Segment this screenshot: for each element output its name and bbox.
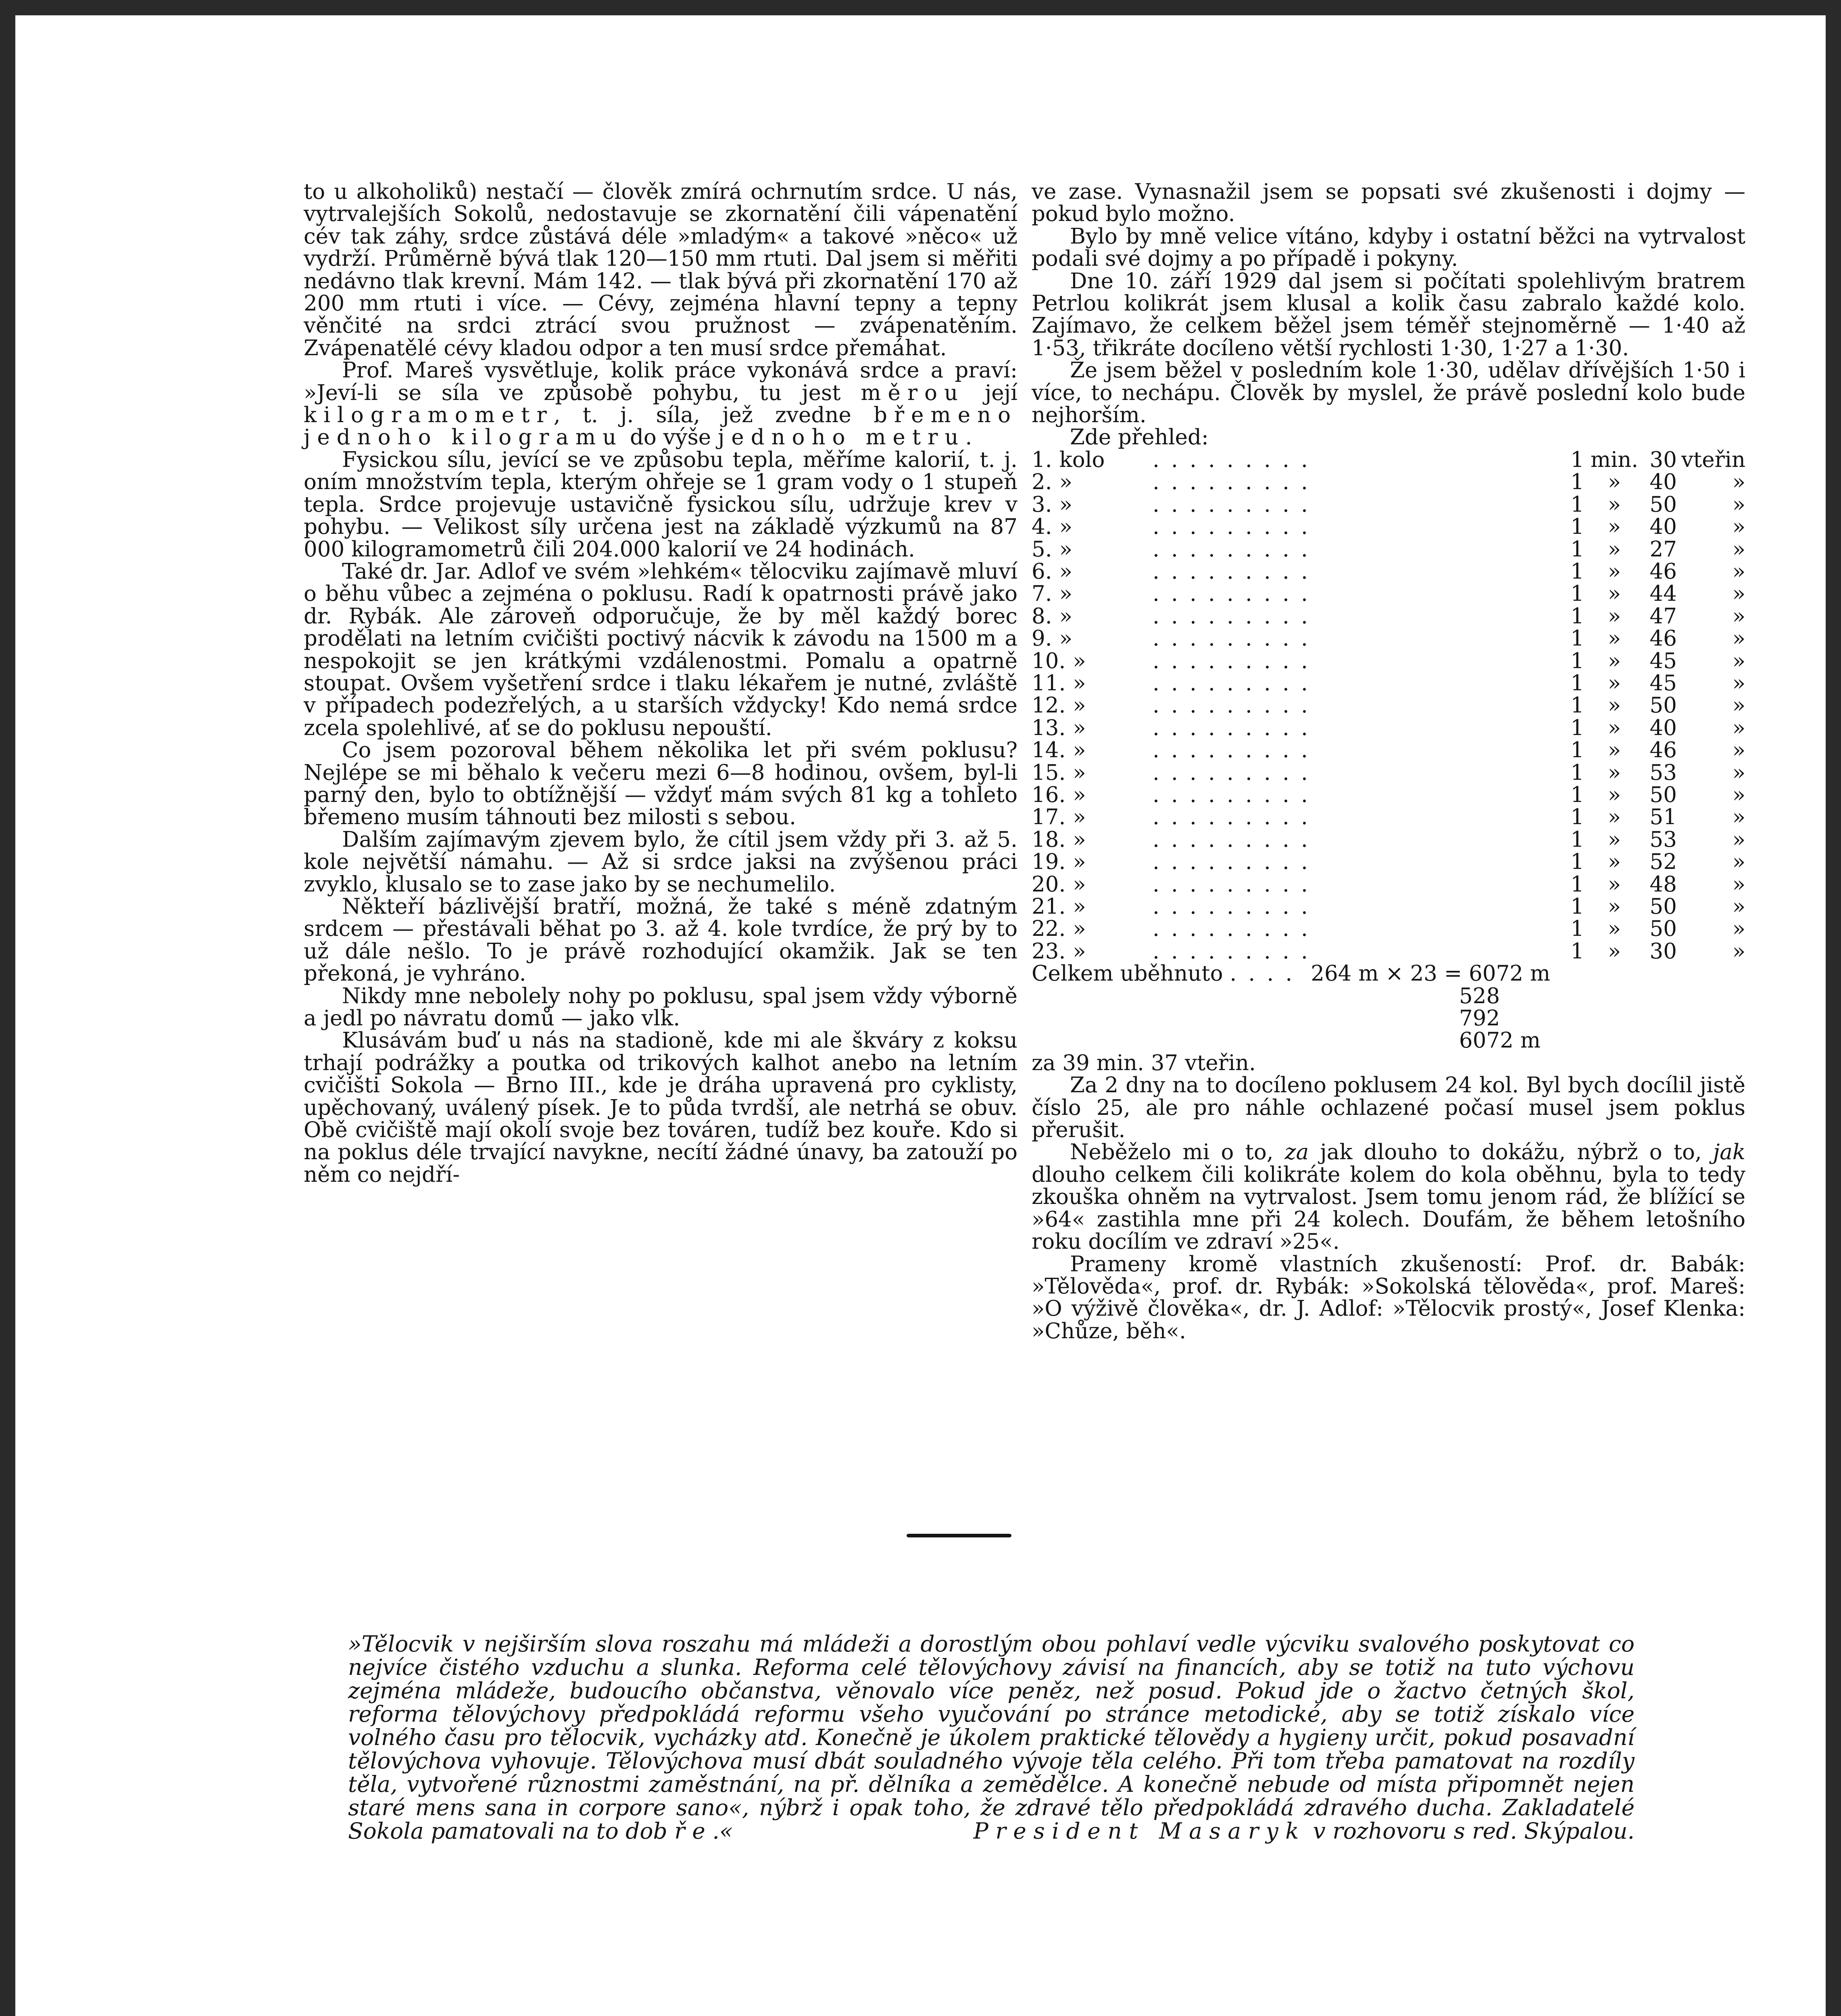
lap-seconds: 27 [1649, 537, 1677, 562]
lap-minutes: 1 [1570, 760, 1584, 785]
lap-seconds: 47 [1649, 604, 1677, 629]
unit-sec: » [1732, 470, 1745, 495]
ditto-mark: » [1073, 738, 1086, 763]
lap-seconds: 40 [1649, 470, 1677, 495]
leader-dots: ......... [1153, 538, 1320, 560]
lap-minutes: 1 [1570, 850, 1584, 875]
lap-label [1032, 650, 1153, 672]
lap-seconds: 40 [1649, 715, 1677, 740]
lap-minutes: 1 [1570, 693, 1584, 718]
text-run: Prof. Mareš vysvětluje, kolik práce vykonává srdce a praví: »Jeví-li se síla ve způsobě pohybu, tu jest [304, 358, 1017, 405]
lap-label [1032, 538, 1153, 560]
section-divider [907, 1534, 1011, 1537]
unit-sec: » [1732, 693, 1745, 718]
ditto-mark: » [1073, 805, 1086, 830]
leader-dots: ......... [1153, 739, 1320, 762]
text-run: do výše [623, 425, 718, 450]
unit-sec: » [1732, 872, 1745, 897]
lap-row [1032, 829, 1745, 851]
total-row [1032, 962, 1745, 985]
leader-dots: ......... [1153, 605, 1320, 628]
leader-dots: ......... [1153, 761, 1320, 784]
ditto-mark: » [1073, 827, 1086, 852]
lap-label [1032, 717, 1153, 739]
unit-sec: » [1732, 782, 1745, 807]
paragraph: Prameny kromě vlastních zkušeností: Prof. dr. Babák: »Tělověda«, prof. dr. Rybák: »Sokolská tělověda«, prof. Mareš: »O výživě člověka«, dr. J. Adlof: »Tělocvik prostý«, Josef Klenka: »Chůze, běh«. [1032, 1252, 1745, 1343]
paragraph: Někteří bázlivější bratří, možná, že také s méně zdatným srdcem — přestávali běhat po 3. až 4. kole tvrdíce, že prý by to už dále nešlo. To je právě rozhodující okamžik. Jak se ten překoná, je vyhráno. [304, 894, 1017, 986]
spaced-term: kilogramometr [304, 403, 554, 428]
lap-number: 22. [1032, 916, 1066, 941]
lap-number: 12. [1032, 693, 1066, 718]
lap-number: 19. [1032, 850, 1066, 875]
lap-seconds: 53 [1649, 760, 1677, 785]
lap-label [1032, 896, 1153, 918]
ditto-mark: » [1059, 581, 1073, 606]
ditto-mark: » [1073, 715, 1086, 740]
attribution-name: President Masaryk [973, 1818, 1306, 1844]
lap-seconds: 51 [1649, 805, 1677, 830]
lap-label [1032, 494, 1153, 516]
leader-dots: ......... [1153, 471, 1320, 494]
lap-number: 13. [1032, 715, 1066, 740]
lap-number: 7. [1032, 581, 1052, 606]
leader-dots: ......... [1153, 627, 1320, 650]
quote-end-tail: .« [712, 1818, 733, 1844]
unit-min: » [1607, 537, 1621, 562]
lap-minutes: 1 [1570, 872, 1584, 897]
unit-sec: » [1732, 626, 1745, 651]
lap-number: 21. [1032, 894, 1066, 919]
paragraph: Bylo by mně velice vítáno, kdyby i ostatní běžci na vytrvalost podali své dojmy a po případě i pokyny. [1032, 224, 1745, 271]
ditto-mark: » [1059, 559, 1073, 584]
unit-sec: vteřin [1681, 447, 1745, 472]
attribution-tail: v rozhovoru s red. Skýpalou. [1306, 1818, 1635, 1844]
calc-line: 6072 m [1459, 1028, 1541, 1053]
unit-min: » [1607, 916, 1621, 941]
lap-minutes: 1 [1570, 470, 1584, 495]
paragraph: za 39 min. 37 vteřin. [1032, 1050, 1256, 1075]
quote-end-spaced: bře [653, 1818, 713, 1844]
unit-sec: » [1732, 805, 1745, 830]
lap-seconds: 45 [1649, 671, 1677, 696]
unit-sec: » [1732, 559, 1745, 584]
lap-times-body [1032, 449, 1745, 962]
leader-dots: ......... [1153, 672, 1320, 695]
lap-label [1032, 918, 1153, 940]
lap-number: 16. [1032, 782, 1066, 807]
quote-text: »Tělocvik v nejširším slova roszahu má mládeži a dorostlým obou pohlaví vedle výcviku svalového poskytovat co nejvíce čistého vzduchu a slunka. Reforma celé tělovýchovy závisí na financích, aby se totiž na tuto výchovu zejména mládeže, budoucího občanstva, věnovalo více peněz, než posud. Pokud jde o žactvo četných škol, reforma tělovýchovy předpokládá reformu všeho vyučování po stránce metodické, aby se totiž získalo více volného času pro tělocvik, vycházky atd. Konečně je úkolem praktické tělovědy a hygieny určit, pokud posavadní tělovýchova vyhovuje. Tělovýchova musí dbát souladného vývoje těla celého. Při tom třeba pamatovat na rozdíly těla, vytvořené různostmi zaměstnání, na př. dělníka a zemědělce. A konečně nebude od místa připomnět nejen staré mens sana in corpore sano«, nýbrž i opak toho, že zdravé tělo předpokládá zdravého ducha. Zakladatelé Sokola pamatovali na to do [348, 1631, 1635, 1844]
lap-row [1032, 449, 1745, 471]
lap-number: 11. [1032, 671, 1066, 696]
paragraph: Co jsem pozoroval během několika let při svém poklusu? Nejlépe se mi běhalo k večeru mezi 6—8 hodinou, ovšem, byl-li parný den, bylo to obtížnější — vždyť mám svých 81 kg a tohleto břemeno musím táhnouti bez milosti s sebou. [304, 738, 1017, 830]
text-run: její [965, 380, 1017, 405]
unit-sec: » [1732, 827, 1745, 852]
lap-label [1032, 583, 1153, 605]
lap-minutes: 1 [1570, 939, 1584, 964]
lap-number: 5. [1032, 537, 1052, 562]
lap-minutes: 1 [1570, 581, 1584, 606]
lap-minutes: 1 [1570, 715, 1584, 740]
paragraph: Zde přehled: [1070, 425, 1209, 450]
lap-label [1032, 605, 1153, 627]
leader-dots: ......... [1153, 851, 1320, 873]
lap-number: 20. [1032, 872, 1066, 897]
unit-min: » [1607, 850, 1621, 875]
ditto-mark: » [1059, 537, 1073, 562]
lap-row [1032, 784, 1745, 806]
lap-number: 8. [1032, 604, 1052, 629]
ditto-mark: » [1059, 492, 1073, 517]
ditto-mark: » [1073, 872, 1086, 897]
text-run: jak dlouho to dokážu, nýbrž o to, [1309, 1140, 1713, 1165]
lap-row [1032, 471, 1745, 493]
lap-minutes: 1 [1570, 604, 1584, 629]
ditto-mark: » [1059, 470, 1073, 495]
lap-row [1032, 560, 1745, 583]
ditto-mark: » [1073, 782, 1086, 807]
lap-row [1032, 896, 1745, 918]
unit-min: » [1607, 805, 1621, 830]
text-run: , t. j. síla, jež zvedne [553, 403, 874, 428]
lap-minutes: 1 [1570, 671, 1584, 696]
lap-minutes: 1 [1570, 559, 1584, 584]
unit-sec: » [1732, 581, 1745, 606]
paragraph: Klusávám buď u nás na stadioně, kde mi ale škváry z koksu trhají podrážky a poutka od trikových kalhot anebo na letním cvičišti Sokola — Brno III., kde je dráha upravená pro cyklisty, upěchovaný, uválený písek. Je to půda tvrdší, ale netrhá se obuv. Obě cvičiště mají okolí svoje bez továren, tudíž bez kouře. Kdo si na poklus déle trvající navykne, necítí žádné únavy, ba zatouží po něm co nejdří- [304, 1028, 1017, 1187]
leader-dots: ......... [1153, 694, 1320, 717]
leader-dots: ......... [1153, 918, 1320, 940]
leader-dots: ......... [1153, 448, 1320, 471]
unit-sec: » [1732, 648, 1745, 673]
unit-min: » [1607, 894, 1621, 919]
ditto-mark: » [1073, 693, 1086, 718]
emphasis: jak [1713, 1140, 1745, 1165]
leader-dots: ......... [1153, 650, 1320, 672]
lap-seconds: 46 [1649, 626, 1677, 651]
lap-seconds: 48 [1649, 872, 1677, 897]
unit-min: » [1607, 738, 1621, 763]
unit-min: » [1607, 671, 1621, 696]
lap-number: 14. [1032, 738, 1066, 763]
lap-minutes: 1 [1570, 916, 1584, 941]
leader-dots: ......... [1153, 716, 1320, 739]
unit-sec: » [1732, 850, 1745, 875]
paragraph: Nikdy mne nebolely nohy po poklusu, spal jsem vždy výborně a jedl po návratu domů — jako vlk. [304, 983, 1017, 1031]
ditto-mark: » [1059, 514, 1073, 539]
unit-sec: » [1732, 537, 1745, 562]
lap-label [1032, 672, 1153, 694]
lap-seconds: 50 [1649, 492, 1677, 517]
calc-line: 792 [1459, 1006, 1500, 1031]
lap-label [1032, 449, 1153, 471]
lap-minutes: 1 [1570, 514, 1584, 539]
text-run: . [965, 425, 972, 450]
text-run: Neběželo mi o to, [1070, 1140, 1285, 1165]
lap-row [1032, 605, 1745, 627]
unit-min: » [1607, 715, 1621, 740]
lap-row [1032, 516, 1745, 538]
unit-sec: » [1732, 916, 1745, 941]
lap-seconds: 52 [1649, 850, 1677, 875]
unit-sec: » [1732, 894, 1745, 919]
masaryk-quote [348, 1632, 1635, 1843]
lap-number: 4. [1032, 514, 1052, 539]
lap-label [1032, 560, 1153, 583]
lap-number: 10. [1032, 648, 1066, 673]
total-dots: .... [1230, 961, 1304, 986]
lap-row [1032, 694, 1745, 716]
calc-line: 528 [1459, 983, 1500, 1008]
ditto-mark: » [1073, 916, 1086, 941]
lap-row [1032, 851, 1745, 873]
lap-minutes: 1 [1570, 738, 1584, 763]
lap-row [1032, 627, 1745, 650]
leader-dots: ......... [1153, 940, 1320, 963]
lap-seconds: 40 [1649, 514, 1677, 539]
lap-word: kolo [1059, 447, 1105, 472]
unit-min: » [1607, 581, 1621, 606]
unit-min: » [1607, 939, 1621, 964]
lap-label [1032, 694, 1153, 716]
leader-dots: ......... [1153, 560, 1320, 583]
lap-row [1032, 494, 1745, 516]
ditto-mark: » [1073, 648, 1086, 673]
leader-dots: ......... [1153, 493, 1320, 516]
paragraph: Také dr. Jar. Adlof ve svém »lehkém« tělocviku zajímavě mluví o běhu vůbec a zejména o poklusu. Radí k opatrnosti právě jako dr. Rybák. Ale zároveň odporučuje, že by měl každý borec prodělati na letním cvičišti poctivý nácvik k závodu na 1500 m a nespokojit se jen krátkými vzdálenostmi. Pomalu a opatrně stoupat. Ovšem vyšetření srdce i tlaku lékařem je nutné, zvláště v případech podezřelých, a u starších vždycky! Kdo nemá srdce zcela spolehlivé, ať se do poklusu nepouští. [304, 559, 1017, 740]
unit-min: » [1607, 514, 1621, 539]
text-run: dlouho celkem čili kolikráte kolem do kola oběhnu, byla to tedy zkouška ohněm na vytrvalost. Jsem tomu jenom rád, že blížící se »64« zastihla mne při 24 kolech. Doufám, že během letošního roku docílím ve zdraví »25«. [1032, 1162, 1745, 1254]
lap-number: 15. [1032, 760, 1066, 785]
lap-times-table [1032, 449, 1745, 962]
lap-row [1032, 739, 1745, 761]
unit-min: » [1607, 872, 1621, 897]
lap-label [1032, 829, 1153, 851]
lap-seconds: 30 [1649, 447, 1677, 472]
lap-minutes: 1 [1570, 894, 1584, 919]
lap-label [1032, 516, 1153, 538]
unit-min: » [1607, 559, 1621, 584]
page [15, 15, 1826, 2016]
unit-min: » [1607, 470, 1621, 495]
ditto-mark: » [1073, 850, 1086, 875]
unit-sec: » [1732, 492, 1745, 517]
lap-label [1032, 806, 1153, 828]
lap-row [1032, 672, 1745, 694]
emphasis: za [1284, 1140, 1309, 1165]
leader-dots: ......... [1153, 806, 1320, 829]
unit-min: » [1607, 827, 1621, 852]
lap-number: 18. [1032, 827, 1066, 852]
spaced-term: měrou [861, 380, 965, 405]
paragraph [1032, 1141, 1745, 1253]
lap-minutes: 1 [1570, 648, 1584, 673]
leader-dots: ......... [1153, 783, 1320, 806]
ditto-mark: » [1073, 894, 1086, 919]
spaced-term: břemeno jednoho kilogramu [304, 403, 1017, 450]
lap-minutes: 1 [1570, 447, 1584, 472]
unit-sec: » [1732, 715, 1745, 740]
paragraph: Fysickou sílu, jevící se ve způsobu tepla, měříme kalorií, t. j. oním množstvím tepla, kterým ohřeje se 1 gram vody o 1 stupeň tepla. Srdce projevuje ustavičně fysickou sílu, udržuje krev v pohybu. — Velikost síly určena jest na základě výzkumů na 87 000 kilogramometrů čili 204.000 kalorií ve 24 hodinách. [304, 447, 1017, 562]
leader-dots: ......... [1153, 516, 1320, 538]
spaced-term: jednoho metru [717, 425, 965, 450]
paragraph [304, 359, 1017, 449]
lap-number: 23. [1032, 939, 1066, 964]
lap-label [1032, 851, 1153, 873]
lap-number: 2. [1032, 470, 1052, 495]
lap-seconds: 50 [1649, 693, 1677, 718]
ditto-mark: » [1073, 939, 1086, 964]
lap-number: 3. [1032, 492, 1052, 517]
paragraph: Že jsem běžel v posledním kole 1·30, udělav dřívějších 1·50 i více, to nechápu. Člověk by myslel, že právě poslední kolo bude nejhorším. [1032, 358, 1745, 428]
lap-row [1032, 538, 1745, 560]
paragraph: to u alkoholiků) nestačí — člověk zmírá ochrnutím srdce. U nás, vytrvalejších Sokolů, nedostavuje se zkornatění čili vápenatění cév tak záhy, srdce zůstává déle »mladým« a takové »něco« už vydrží. Průměrně bývá tlak 120—150 mm rtuti. Dal jsem si měřiti nedávno tlak krevní. Mám 142. — tlak bývá při zkornatění 170 až 200 mm rtuti i více. — Cévy, zejména hlavní tepny a tepny věnčité na srdci ztrácí svou pružnost — zvápenatěním. Zvápenatělé cévy kladou odpor a ten musí srdce přemáhat. [304, 179, 1017, 360]
lap-number: 6. [1032, 559, 1052, 584]
lap-minutes: 1 [1570, 492, 1584, 517]
lap-label [1032, 940, 1153, 962]
unit-sec: » [1732, 604, 1745, 629]
paragraph: Dne 10. září 1929 dal jsem si počítati spolehlivým bratrem Petrlou kolikrát jsem klusal a kolik času zabralo každé kolo. Zajímavo, že celkem běžel jsem téměř stejnoměrně — 1·40 až 1·53, třikráte docíleno větší rychlosti 1·30, 1·27 a 1·30. [1032, 269, 1745, 360]
unit-sec: » [1732, 514, 1745, 539]
lap-number: 17. [1032, 805, 1066, 830]
ditto-mark: » [1073, 760, 1086, 785]
lap-seconds: 44 [1649, 581, 1677, 606]
lap-minutes: 1 [1570, 626, 1584, 651]
lap-label [1032, 784, 1153, 806]
lap-seconds: 30 [1649, 939, 1677, 964]
lap-label [1032, 739, 1153, 761]
lap-label [1032, 627, 1153, 650]
lap-seconds: 50 [1649, 894, 1677, 919]
unit-min: » [1607, 782, 1621, 807]
unit-sec: » [1732, 738, 1745, 763]
lap-label [1032, 471, 1153, 493]
unit-sec: » [1732, 760, 1745, 785]
lap-row [1032, 940, 1745, 962]
right-column [1032, 181, 1745, 1342]
unit-min: » [1607, 693, 1621, 718]
lap-row [1032, 918, 1745, 940]
unit-min: » [1607, 760, 1621, 785]
left-column [304, 181, 1017, 1186]
leader-dots: ......... [1153, 583, 1320, 605]
lap-row [1032, 717, 1745, 739]
lap-seconds: 45 [1649, 648, 1677, 673]
lap-row [1032, 650, 1745, 672]
lap-seconds: 46 [1649, 559, 1677, 584]
leader-dots: ......... [1153, 828, 1320, 851]
lap-label [1032, 873, 1153, 896]
lap-minutes: 1 [1570, 782, 1584, 807]
unit-min: » [1607, 648, 1621, 673]
unit-min: » [1607, 604, 1621, 629]
unit-min: » [1607, 626, 1621, 651]
lap-seconds: 46 [1649, 738, 1677, 763]
lap-label [1032, 762, 1153, 784]
leader-dots: ......... [1153, 896, 1320, 918]
unit-sec: » [1732, 671, 1745, 696]
unit-min: » [1607, 492, 1621, 517]
leader-dots: ......... [1153, 873, 1320, 896]
paragraph: ve zase. Vynasnažil jsem se popsati své zkušenosti i dojmy — pokud bylo možno. [1032, 179, 1745, 227]
unit-sec: » [1732, 939, 1745, 964]
lap-row [1032, 806, 1745, 828]
unit-min: min. [1590, 447, 1639, 472]
ditto-mark: » [1073, 671, 1086, 696]
lap-number: 1. [1032, 447, 1052, 472]
total-expression: 264 m × 23 = 6072 m [1311, 961, 1551, 986]
lap-seconds: 50 [1649, 782, 1677, 807]
lap-row [1032, 873, 1745, 896]
lap-minutes: 1 [1570, 827, 1584, 852]
lap-number: 9. [1032, 626, 1052, 651]
lap-minutes: 1 [1570, 805, 1584, 830]
quote-attribution [974, 1819, 1635, 1843]
ditto-mark: » [1059, 626, 1073, 651]
lap-minutes: 1 [1570, 537, 1584, 562]
lap-row [1032, 583, 1745, 605]
paragraph: Dalším zajímavým zjevem bylo, že cítil jsem vždy při 3. až 5. kole největší námahu. — Až si srdce jaksi na zvýšenou práci zvyklo, klusalo se to zase jako by se nechumelilo. [304, 827, 1017, 897]
paragraph: Za 2 dny na to docíleno poklusem 24 kol. Byl bych docílil jistě číslo 25, ale pro náhle ochlazené počasí musel jsem poklus přerušit. [1032, 1073, 1745, 1143]
ditto-mark: » [1059, 604, 1073, 629]
total-label: Celkem uběhnuto [1032, 961, 1223, 986]
lap-seconds: 50 [1649, 916, 1677, 941]
lap-seconds: 53 [1649, 827, 1677, 852]
lap-row [1032, 762, 1745, 784]
